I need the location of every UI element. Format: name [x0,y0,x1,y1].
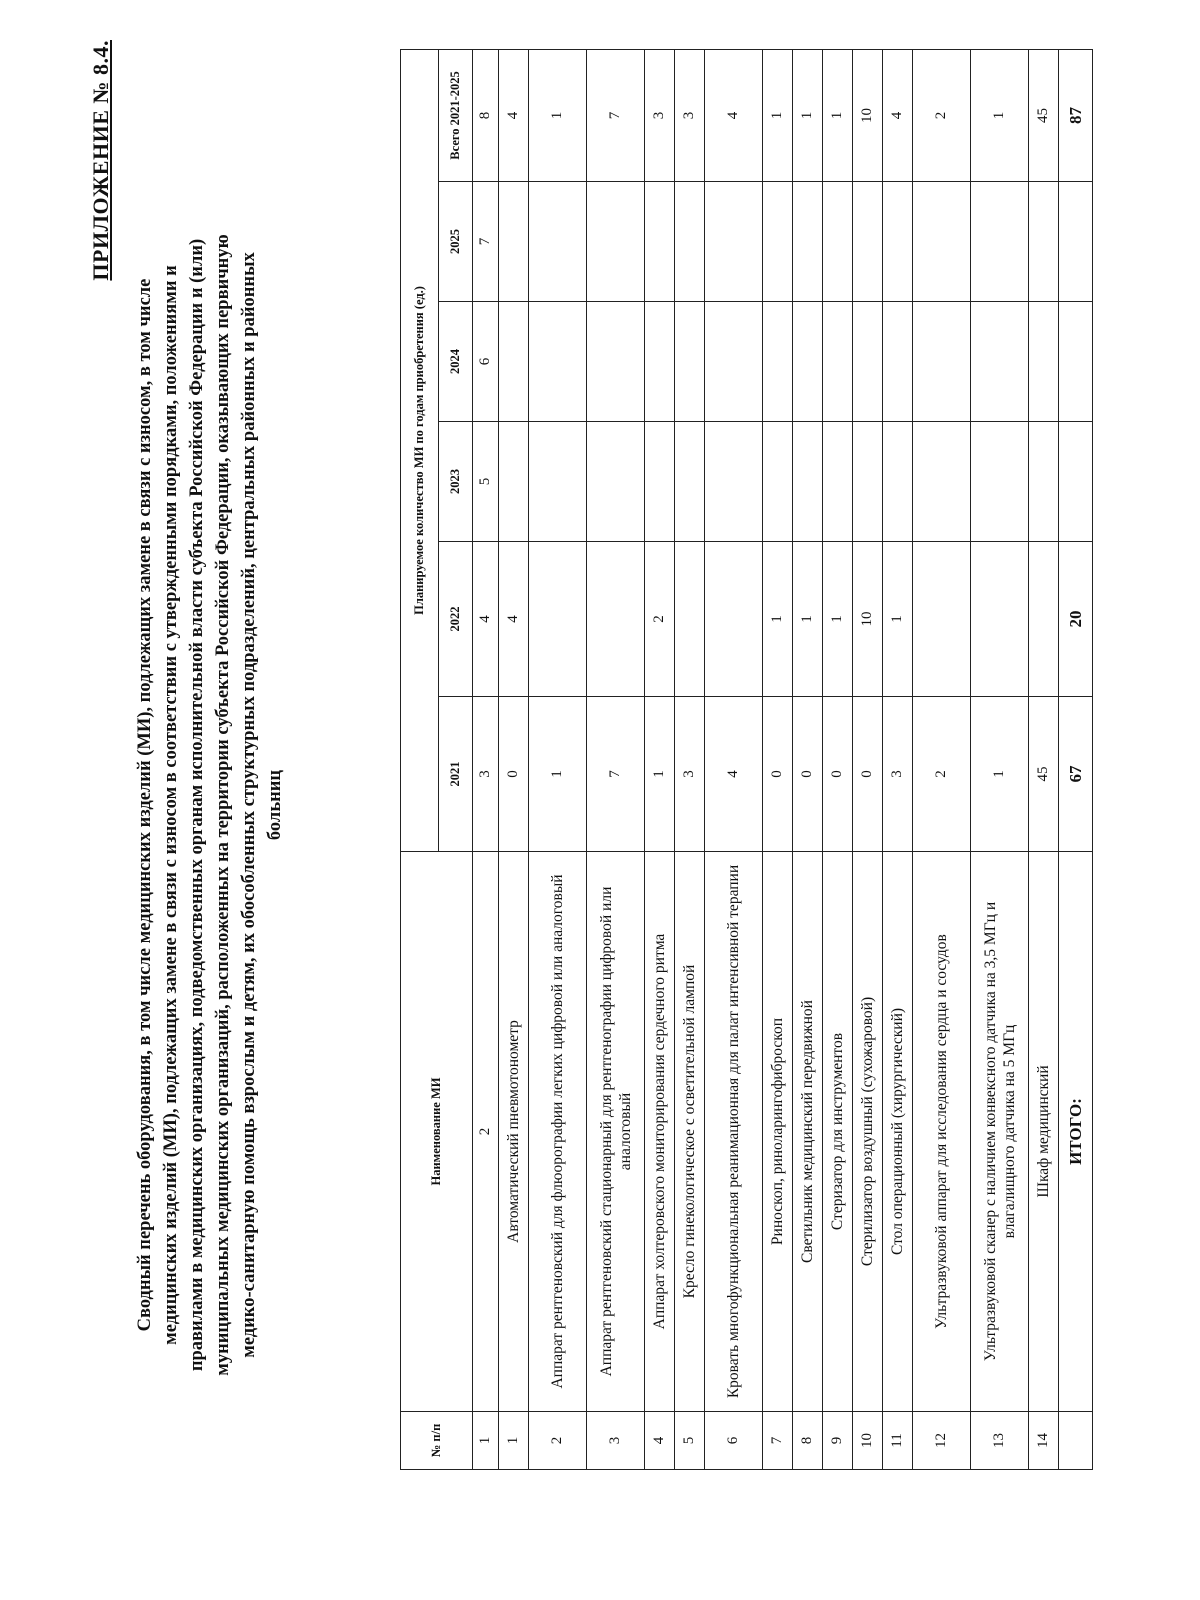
cell-2022 [587,542,645,697]
cell-total: 1 [971,49,1029,181]
cell-2024 [705,302,763,422]
cell-2024 [853,302,883,422]
cell-2021: 45 [1029,697,1059,852]
cell-2021: 0 [763,697,793,852]
index-cell: 3 [473,697,499,852]
cell-2025 [883,182,913,302]
cell-2023 [913,422,971,542]
cell-2025 [853,182,883,302]
cell-2025 [675,182,705,302]
total-2023 [1059,422,1093,542]
cell-total: 1 [793,49,823,181]
cell-2023 [675,422,705,542]
cell-total: 4 [499,49,529,181]
header-year-2024: 2024 [439,302,473,422]
cell-2021: 0 [823,697,853,852]
cell-2021: 4 [705,697,763,852]
header-num: № п/п [401,1412,473,1470]
cell-2021: 3 [675,697,705,852]
row-num: 14 [1029,1412,1059,1470]
cell-2024 [1029,302,1059,422]
cell-2025 [793,182,823,302]
cell-2022 [1029,542,1059,697]
index-cell: 4 [473,542,499,697]
cell-total: 7 [587,49,645,181]
cell-2025 [587,182,645,302]
total-label: ИТОГО: [1059,852,1093,1412]
cell-2025 [913,182,971,302]
index-cell: 8 [473,49,499,181]
row-num: 1 [499,1412,529,1470]
row-name: Риноскоп, риноларингофиброскоп [763,852,793,1412]
cell-2023 [705,422,763,542]
row-num: 10 [853,1412,883,1470]
cell-2024 [793,302,823,422]
table-row [529,49,587,1469]
cell-2024 [763,302,793,422]
row-name: Кровать многофункциональная реанимационная для палат интенсивной терапии [705,852,763,1412]
cell-2023 [971,422,1029,542]
cell-2023 [853,422,883,542]
cell-2024 [675,302,705,422]
row-num: 7 [763,1412,793,1470]
row-name: Шкаф медицинский [1029,852,1059,1412]
cell-2022: 4 [499,542,529,697]
row-num: 4 [645,1412,675,1470]
cell-2022 [675,542,705,697]
cell-total: 45 [1029,49,1059,181]
cell-total: 10 [853,49,883,181]
header-planned-group: Планируемое количество МИ по годам приобретения (ед.) [401,49,439,851]
row-name: Светильник медицинский передвижной [793,852,823,1412]
index-cell: 7 [473,182,499,302]
row-num: 2 [529,1412,587,1470]
row-num: 9 [823,1412,853,1470]
cell-2024 [587,302,645,422]
header-total: Всего 2021-2025 [439,49,473,181]
total-2021: 67 [1059,697,1093,852]
cell-total: 3 [675,49,705,181]
row-name: Стеризатор для инструментов [823,852,853,1412]
cell-2021: 2 [913,697,971,852]
index-cell: 1 [473,1412,499,1470]
row-num: 5 [675,1412,705,1470]
cell-2022: 1 [763,542,793,697]
cell-2022 [529,542,587,697]
cell-2023 [529,422,587,542]
table-row [853,49,883,1469]
row-num: 3 [587,1412,645,1470]
cell-2023 [645,422,675,542]
cell-2024 [645,302,675,422]
table-row [971,49,1029,1469]
header-year-2023: 2023 [439,422,473,542]
cell-2022: 1 [793,542,823,697]
cell-2022: 10 [853,542,883,697]
table-row [675,49,705,1469]
cell-2024 [529,302,587,422]
index-cell: 2 [473,852,499,1412]
row-name: Аппарат рентгеновский стационарный для рентгенографии цифровой или аналоговый [587,852,645,1412]
table-row [645,49,675,1469]
table-row [763,49,793,1469]
header-year-2025: 2025 [439,182,473,302]
index-row [473,49,499,1469]
header-name: Наименование МИ [401,852,473,1412]
cell-2023 [823,422,853,542]
cell-2024 [823,302,853,422]
cell-2022 [913,542,971,697]
table-row [913,49,971,1469]
header-year-2021: 2021 [439,697,473,852]
cell-2023 [883,422,913,542]
cell-2024 [971,302,1029,422]
cell-2022: 2 [645,542,675,697]
total-num-cell [1059,1412,1093,1470]
cell-2022: 1 [823,542,853,697]
document-page [70,10,1150,1530]
cell-2021: 1 [971,697,1029,852]
cell-2025 [1029,182,1059,302]
cell-total: 2 [913,49,971,181]
appendix-title: ПРИЛОЖЕНИЕ № 8.4. [88,40,113,281]
table-row [499,49,529,1469]
cell-2022: 1 [883,542,913,697]
cell-2025 [645,182,675,302]
total-all: 87 [1059,49,1093,181]
table-body [473,49,1059,1469]
row-name: Аппарат холтеровского мониторирования сердечного ритма [645,852,675,1412]
cell-2021: 0 [853,697,883,852]
row-name: Стол операционный (хирургический) [883,852,913,1412]
document-title: Сводный перечень оборудования, в том числе медицинских изделий (МИ), подлежащих замене в связи с износом, в том числе медицинских изделий (МИ), подлежащих замене в связи с износом в соответствии с утвержденными порядками, положениями и правилами в медицинских организациях, подведомственных органам исполнительной власти субъекта Российской Федерации и (или) муниципальных медицинских организаций, расположенных на территории субъекта Российской Федерации, оказывающих первичную медико-санитарную помощь взрослым и детям, их обособленных структурных подразделений, центральных районных и районных больниц [135,234,285,1376]
cell-2021: 0 [499,697,529,852]
cell-total: 1 [823,49,853,181]
cell-2023 [587,422,645,542]
cell-2025 [529,182,587,302]
cell-total: 4 [705,49,763,181]
cell-2024 [883,302,913,422]
cell-total: 3 [645,49,675,181]
cell-2025 [971,182,1029,302]
header-year-2022: 2022 [439,542,473,697]
table-row [883,49,913,1469]
equipment-table [400,49,1093,1470]
row-num: 8 [793,1412,823,1470]
cell-2023 [793,422,823,542]
cell-2023 [499,422,529,542]
table-row [705,49,763,1469]
cell-2023 [763,422,793,542]
cell-2022 [705,542,763,697]
row-num: 13 [971,1412,1029,1470]
cell-2021: 1 [529,697,587,852]
cell-2022 [971,542,1029,697]
cell-2024 [913,302,971,422]
cell-2025 [763,182,793,302]
cell-total: 4 [883,49,913,181]
row-name: Аппарат рентгеновский для флюорографии легких цифровой или аналоговый [529,852,587,1412]
total-row [1059,49,1093,1469]
row-name: Ультразвуковой аппарат для исследования сердца и сосудов [913,852,971,1412]
equipment-table-wrapper [400,50,1093,1470]
row-name: Кресло гинекологическое с осветительной лампой [675,852,705,1412]
table-row [587,49,645,1469]
cell-total: 1 [529,49,587,181]
cell-2021: 1 [645,697,675,852]
total-2022: 20 [1059,542,1093,697]
table-row [823,49,853,1469]
cell-2025 [499,182,529,302]
cell-2021: 0 [793,697,823,852]
cell-total: 1 [763,49,793,181]
row-name: Ультразвуковой сканер с наличием конвексного датчика на 3,5 МГц и влагалищного датчика на 5 МГц [971,852,1029,1412]
total-2025 [1059,182,1093,302]
cell-2025 [705,182,763,302]
row-name: Автоматический пневмотонометр [499,852,529,1412]
cell-2021: 3 [883,697,913,852]
row-num: 12 [913,1412,971,1470]
cell-2025 [823,182,853,302]
cell-2021: 7 [587,697,645,852]
row-num: 6 [705,1412,763,1470]
row-num: 11 [883,1412,913,1470]
cell-2023 [1029,422,1059,542]
cell-2024 [499,302,529,422]
index-cell: 5 [473,422,499,542]
total-2024 [1059,302,1093,422]
table-row [793,49,823,1469]
row-name: Стерилизатор воздушный (сухожаровой) [853,852,883,1412]
index-cell: 6 [473,302,499,422]
table-row [1029,49,1059,1469]
